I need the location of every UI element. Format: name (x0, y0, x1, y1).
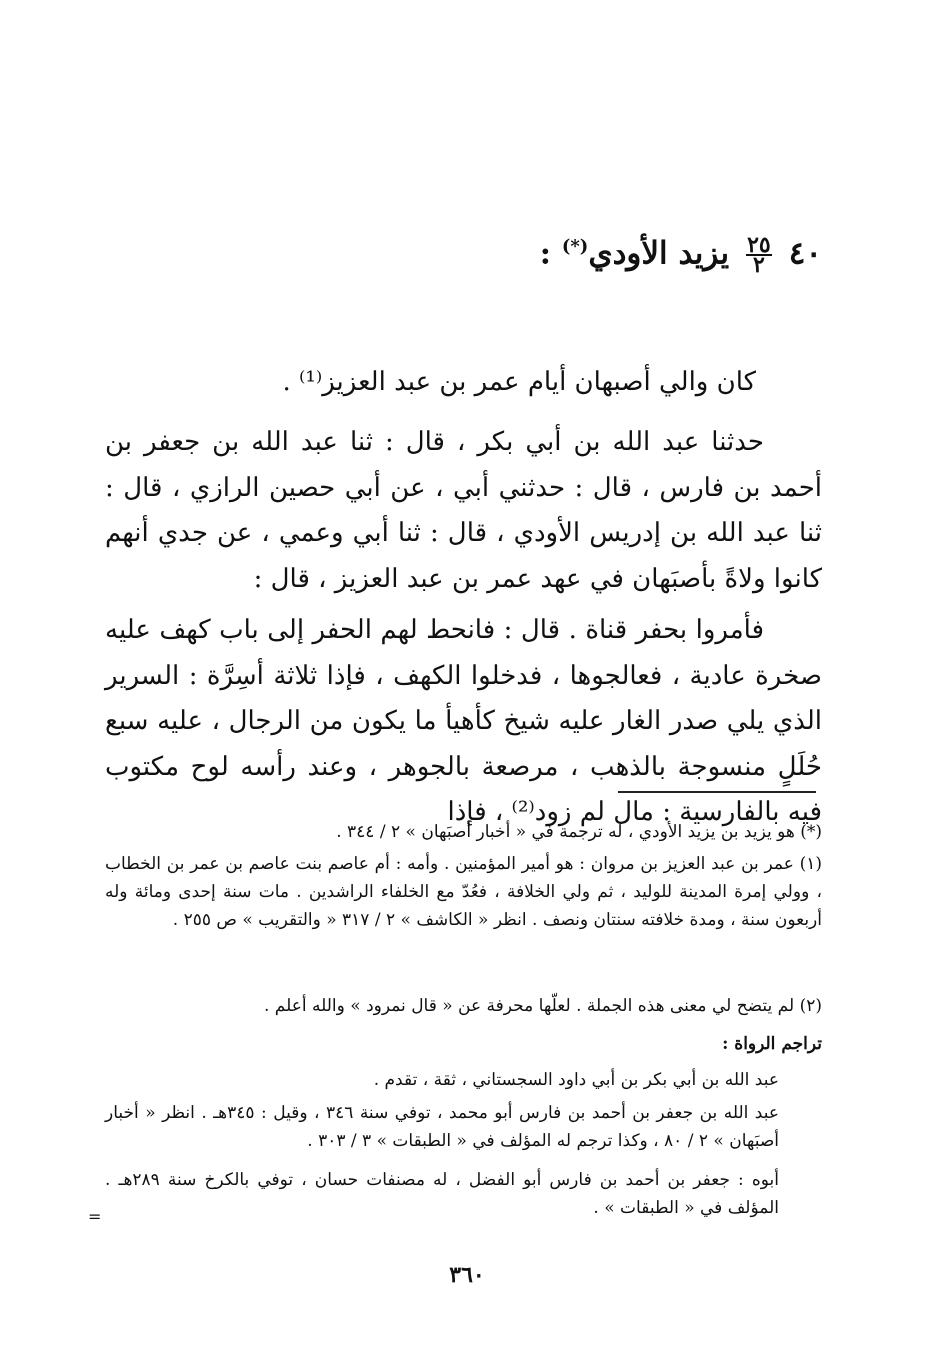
fraction-top: ٢٥ (747, 231, 771, 258)
footnote-star: (*) هو يزيد بن يزيد الأودي ، له ترجمة في « أخبار أصبَهان » ٢ / ٣٤٤ . (336, 822, 822, 842)
narrators-title: تراجم الرواة : (722, 1034, 822, 1054)
narrator-2: عبد الله بن جعفر بن أحمد بن فارس أبو محمد ، توفي سنة ٣٤٦ ، وقيل : ٣٤٥هـ . انظر « أخبار أصبَهان » ٢ / ٨٠ ، وكذا ترجم له المؤلف في « الطبقات » ٣ / ٣٠٣ . (105, 1103, 780, 1151)
entry-heading (200, 225, 822, 278)
continuation-marker: = (88, 1207, 102, 1226)
narrator-1: عبد الله بن أبي بكر بن أبي داود السجستاني ، ثقة ، تقدم . (373, 1070, 779, 1090)
heading-colon: : (539, 235, 552, 272)
fraction-bottom: ٢ (752, 251, 765, 278)
page-number: ٣٦٠ (449, 1262, 485, 1288)
entry-number: ٤٠ (788, 235, 822, 272)
footnote-separator (618, 791, 816, 793)
entry-name: يزيد الأودي (588, 235, 730, 272)
section-fraction (746, 231, 772, 278)
footnote-2: (٢) لم يتضح لي معنى هذه الجملة . لعلّها محرفة عن « قال نمرود » والله أعلم . (263, 996, 822, 1016)
footnote-marker: (*) (561, 236, 589, 257)
narrator-3: أبوه : جعفر بن أحمد بن فارس أبو الفضل ، له مصنفات حسان ، توفي بالكرخ سنة ٢٨٩هـ . المؤلف في « الطبقات » . (105, 1170, 779, 1218)
intro-line: كان والي أصبهان أيام عمر بن عبد العزيز⁽¹⁾ . (282, 367, 756, 397)
isnad-paragraph: حدثنا عبد الله بن أبي بكر ، قال : ثنا عبد الله بن جعفر بن أحمد بن فارس ، قال : حدثني أبي ، عن أبي حصين الرازي ، قال : ثنا عبد الله بن إدريس الأودي ، قال : ثنا أبي وعمي ، عن جدي أنهم كانوا ولاةً بأصبَهان في عهد عمر بن عبد العزيز ، قال : (105, 427, 822, 594)
footnote-1: (١) عمر بن عبد العزيز بن مروان : هو أمير المؤمنين . وأمه : أم عاصم بنت عاصم بن عمر بن الخطاب ، وولي إمرة المدينة للوليد ، ثم ولي الخلافة ، فعُدّ مع الخلفاء الراشدين . مات سنة إحدى ومائة وله أربعون سنة ، ومدة خلافته سنتان ونصف . انظر « الكاشف » ٢ / ٣١٧ « والتقريب » ص ٢٥٥ . (105, 854, 822, 930)
narrative-paragraph: فأمروا بحفر قناة . قال : فانحط لهم الحفر إلى باب كهف عليه صخرة عادية ، فعالجوها ، فدخلوا الكهف ، فإذا ثلاثة أسِرَّة : السرير الذي يلي صدر الغار عليه شيخ كأهيأ ما يكون من الرجال ، عليه سبع حُلَلٍ منسوجة بالذهب ، مرصعة بالجوهر ، وعند رأسه لوح مكتوب فيه بالفارسية : مال لم زود⁽²⁾ ، فإذا (105, 615, 822, 827)
